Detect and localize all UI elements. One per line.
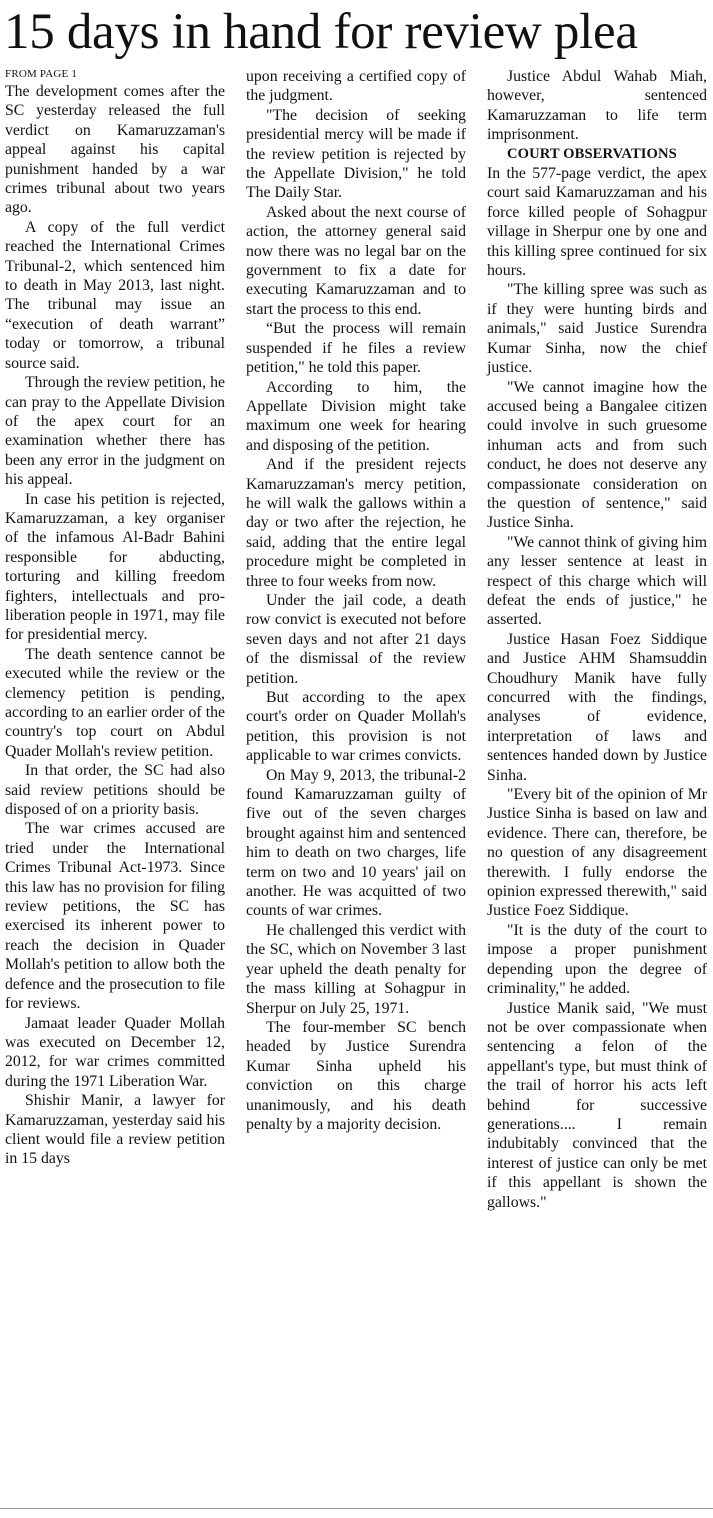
paragraph: In that order, the SC had also said review petitions should be disposed of on a priority basis. bbox=[5, 762, 225, 819]
paragraph: He challenged this verdict with the SC, which on November 3 last year upheld the death penalty for the mass killing at Sohagpur in Sherpur on July 25, 1971. bbox=[246, 921, 466, 1017]
paragraph: According to him, the Appellate Division might take maximum one week for hearing and disposing of the petition. bbox=[246, 378, 466, 454]
subheading: COURT OBSERVATIONS bbox=[507, 145, 677, 162]
paragraph: Under the jail code, a death row convict is executed not before seven days and not after 21 days of the dismissal of the review petition. bbox=[246, 591, 466, 687]
paragraph: "The killing spree was such as if they were hunting birds and animals," said Justice Surendra Kumar Sinha, now the chief justice. bbox=[487, 281, 707, 377]
paragraph: "It is the duty of the court to impose a proper punishment depending upon the degree of criminality," he added. bbox=[487, 921, 707, 998]
bottom-divider bbox=[0, 1508, 713, 1509]
paragraph: upon receiving a certified copy of the judgment. bbox=[246, 68, 466, 105]
paragraph: In the 577-page verdict, the apex court said Kamaruzzaman and his force killed people of Sohagpur village in Sherpur one by one and this killing spree continued for six hours. bbox=[487, 165, 707, 280]
paragraph: Justice Manik said, "We must not be over compassionate when sentencing a felon of the appellant's type, but must think of the trail of horror his acts left behind for successive generations.... I remain indubitably convinced that the interest of justice can only be met if this appellant is shown the gallows." bbox=[487, 999, 707, 1211]
article-column-2 bbox=[246, 67, 466, 1134]
paragraph: A copy of the full verdict reached the International Crimes Tribunal-2, which sentenced him to death in May 2013, last night. The tribunal may issue an “execution of death warrant” today or tomorrow, a tribunal source said. bbox=[5, 218, 225, 372]
paragraph: Jamaat leader Quader Mollah was executed on December 12, 2012, for war crimes committed during the 1971 Liberation War. bbox=[5, 1014, 225, 1090]
paragraph: On May 9, 2013, the tribunal-2 found Kamaruzzaman guilty of five out of the seven charges brought against him and sentenced him to death on two charges, life term on two and 10 years' jail on another. He was acquitted of two counts of war crimes. bbox=[246, 766, 466, 920]
paragraph: The death sentence cannot be executed while the review or the clemency petition is pending, according to an earlier order of the country's top court on Abdul Quader Mollah's review petition. bbox=[5, 645, 225, 760]
paragraph: Justice Abdul Wahab Miah, however, sentenced Kamaruzzaman to life term imprisonment. bbox=[487, 68, 707, 144]
paragraph: "Every bit of the opinion of Mr Justice Sinha is based on law and evidence. There can, therefore, be no question of any disagreement therewith. I fully endorse the opinion expressed therewith," said Justice Foez Siddique. bbox=[487, 786, 707, 920]
paragraph: Asked about the next course of action, the attorney general said now there was no legal bar on the government to fix a date for executing Kamaruzzaman and to start the process to this end. bbox=[246, 203, 466, 318]
headline: 15 days in hand for review plea bbox=[4, 4, 638, 60]
paragraph: But according to the apex court's order on Quader Mollah's petition, this provision is not applicable to war crimes convicts. bbox=[246, 689, 466, 765]
paragraph: Justice Hasan Foez Siddique and Justice AHM Shamsuddin Choudhury Manik have fully concurred with the findings, analyses of evidence, interpretation of laws and sentences handed down by Justice Sinha. bbox=[487, 630, 707, 784]
paragraph: And if the president rejects Kamaruzzaman's mercy petition, he will walk the gallows within a day or two after the rejection, he said, adding that the entire legal procedure might be completed in three to four weeks from now. bbox=[246, 456, 466, 590]
paragraph: In case his petition is rejected, Kamaruzzaman, a key organiser of the infamous Al-Badr Bahini responsible for abducting, torturing and killing freedom fighters, intellectuals and pro-liberation people in 1971, may file for presidential mercy. bbox=[5, 490, 225, 644]
article-column-3 bbox=[487, 67, 707, 1212]
paragraph: The development comes after the SC yesterday released the full verdict on Kamaruzzaman's appeal against his capital punishment handed by a war crimes tribunal about two years ago. bbox=[5, 83, 225, 217]
paragraph: The four-member SC bench headed by Justice Surendra Kumar Sinha upheld his conviction on this charge unanimously, and his death penalty by a majority decision. bbox=[246, 1018, 466, 1133]
paragraph: "We cannot think of giving him any lesser sentence at least in respect of this charge which will defeat the ends of justice," he asserted. bbox=[487, 533, 707, 629]
paragraph: “But the process will remain suspended if he files a review petition," he told this paper. bbox=[246, 320, 466, 377]
paragraph: Shishir Manir, a lawyer for Kamaruzzaman, yesterday said his client would file a review petition in 15 days bbox=[5, 1092, 225, 1168]
paragraph: The war crimes accused are tried under the International Crimes Tribunal Act-1973. Since this law has no provision for filing review petitions, the SC has exercised its inherent power to reach the decision in Quader Mollah's petition to allow both the defence and the prosecution to file for reviews. bbox=[5, 820, 225, 1013]
paragraph: Through the review petition, he can pray to the Appellate Division of the apex court for an examination whether there has been any error in the judgment on his appeal. bbox=[5, 374, 225, 489]
paragraph: "We cannot imagine how the accused being a Bangalee citizen could involve in such gruesome inhuman acts and from such conduct, he does not deserve any compassionate consideration on the question of sentence," said Justice Sinha. bbox=[487, 378, 707, 532]
article-column-1 bbox=[5, 67, 225, 1169]
paragraph: "The decision of seeking presidential mercy will be made if the review petition is rejected by the Appellate Division," he told The Daily Star. bbox=[246, 106, 466, 202]
from-page-label: FROM PAGE 1 bbox=[5, 68, 78, 80]
